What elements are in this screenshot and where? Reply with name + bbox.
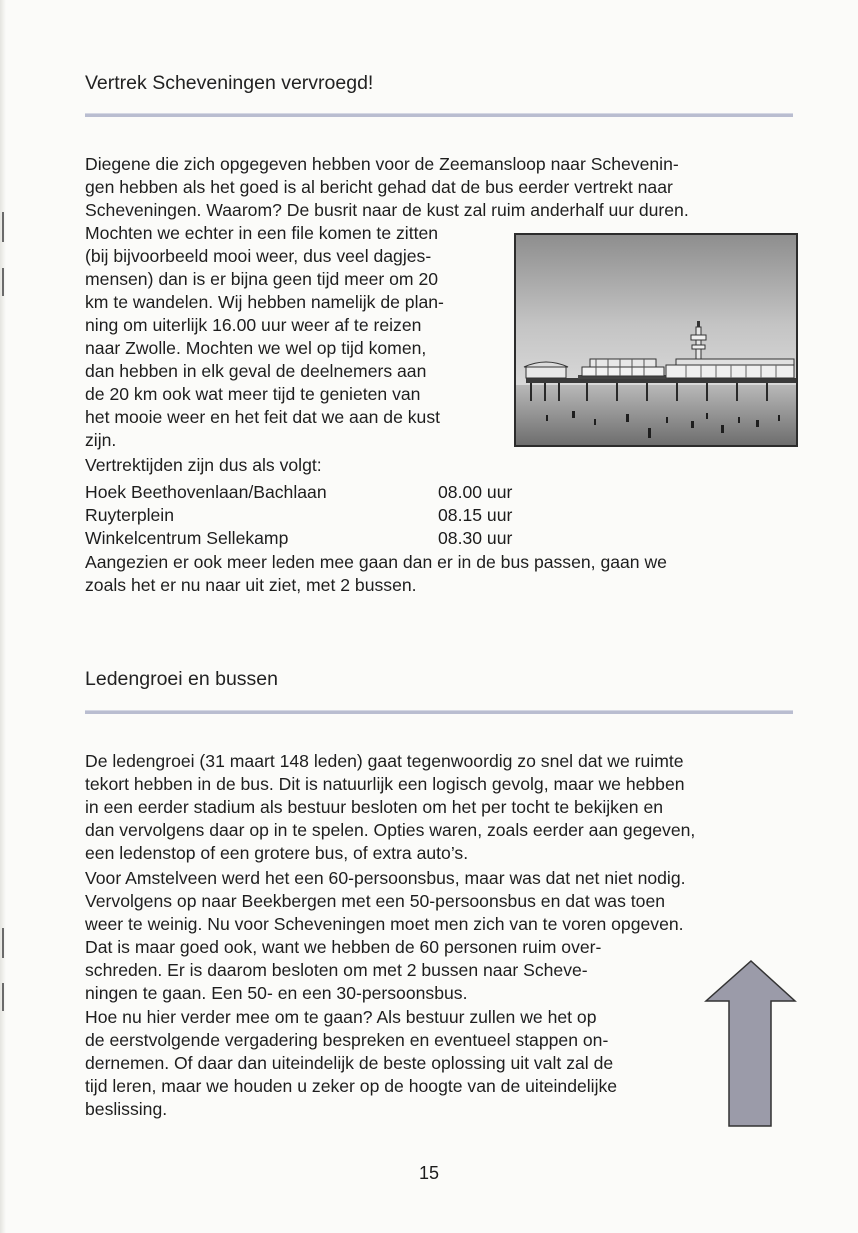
up-arrow-icon: [703, 958, 799, 1130]
section1-line: ning om uiterlijk 16.00 uur weer af te reizen: [85, 315, 422, 335]
departure-place: Winkelcentrum Sellekamp: [85, 528, 289, 548]
section1-line: km te wandelen. Wij hebben namelijk de plan-: [85, 292, 444, 312]
section2-title: Ledengroei en bussen: [85, 668, 278, 690]
section2-line: een ledenstop of een grotere bus, of extra auto’s.: [85, 843, 469, 863]
section2-line: weer te weinig. Nu voor Scheveningen moet men zich van te voren opgeven.: [85, 914, 684, 934]
section2-line: de eerstvolgende vergadering bespreken en eventueel stappen on-: [85, 1030, 609, 1050]
page-edge: [0, 0, 6, 1233]
section1-divider: [85, 113, 793, 117]
departure-place: Ruyterplein: [85, 505, 174, 525]
binder-mark: [2, 983, 4, 1011]
pier-photo-graphic: [516, 235, 796, 445]
section2-line: ningen te gaan. Een 50- en een 30-persoonsbus.: [85, 983, 468, 1003]
section1-line: (bij bijvoorbeeld mooi weer, dus veel dagjes-: [85, 246, 432, 266]
departure-place: Hoek Beethovenlaan/Bachlaan: [85, 482, 327, 502]
section1-line: Aangezien er ook meer leden mee gaan dan er in de bus passen, gaan we: [85, 552, 667, 572]
section2-line: Voor Amstelveen werd het een 60-persoonsbus, maar was dat net niet nodig.: [85, 868, 686, 888]
section1-line: Vertrektijden zijn dus als volgt:: [85, 455, 322, 475]
section2-line: Hoe nu hier verder mee om te gaan? Als bestuur zullen we het op: [85, 1007, 597, 1027]
section1-line: dan hebben in elk geval de deelnemers aan: [85, 361, 427, 381]
section2-line: beslissing.: [85, 1099, 168, 1119]
section2-line: tekort hebben in de bus. Dit is natuurlijk een logisch gevolg, maar we hebben: [85, 774, 685, 794]
departure-time: 08.30 uur: [438, 528, 513, 548]
section2-line: dan vervolgens daar op in te spelen. Opties waren, zoals eerder aan gegeven,: [85, 820, 696, 840]
section2-line: in een eerder stadium als bestuur besloten om het per tocht te bekijken en: [85, 797, 664, 817]
section1-line: Scheveningen. Waarom? De busrit naar de kust zal ruim anderhalf uur duren.: [85, 200, 689, 220]
departure-time: 08.15 uur: [438, 505, 513, 525]
section1-line: naar Zwolle. Mochten we wel op tijd komen,: [85, 338, 427, 358]
section2-divider: [85, 710, 793, 714]
page-number: 15: [418, 1163, 440, 1183]
binder-mark: [2, 212, 4, 242]
section1-line: Diegene die zich opgegeven hebben voor de Zeemansloop naar Schevenin-: [85, 154, 679, 174]
section1-line: zoals het er nu naar uit ziet, met 2 bussen.: [85, 575, 417, 595]
section1-title: Vertrek Scheveningen vervroegd!: [85, 72, 374, 94]
section2-line: Vervolgens op naar Beekbergen met een 50-persoonsbus en dat was toen: [85, 891, 666, 911]
section1-line: gen hebben als het goed is al bericht gehad dat de bus eerder vertrekt naar: [85, 177, 673, 197]
section1-line: zijn.: [85, 430, 117, 450]
section2-line: schreden. Er is daarom besloten om met 2 bussen naar Scheve-: [85, 960, 588, 980]
binder-mark: [2, 928, 4, 958]
section1-line: mensen) dan is er bijna geen tijd meer om 20: [85, 269, 439, 289]
section2-line: Dat is maar goed ook, want we hebben de 60 personen ruim over-: [85, 937, 602, 957]
section2-line: De ledengroei (31 maart 148 leden) gaat tegenwoordig zo snel dat we ruimte: [85, 751, 684, 771]
departure-time: 08.00 uur: [438, 482, 513, 502]
section1-line: de 20 km ook wat meer tijd te genieten van: [85, 384, 421, 404]
section2-line: tijd leren, maar we houden u zeker op de hoogte van de uiteindelijke: [85, 1076, 618, 1096]
section1-line: Mochten we echter in een file komen te zitten: [85, 223, 439, 243]
section2-line: dernemen. Of daar dan uiteindelijk de beste oplossing uit valt zal de: [85, 1053, 614, 1073]
scheveningen-pier-photo: [514, 233, 798, 447]
section1-line: het mooie weer en het feit dat we aan de kust: [85, 407, 441, 427]
binder-mark: [2, 268, 4, 296]
